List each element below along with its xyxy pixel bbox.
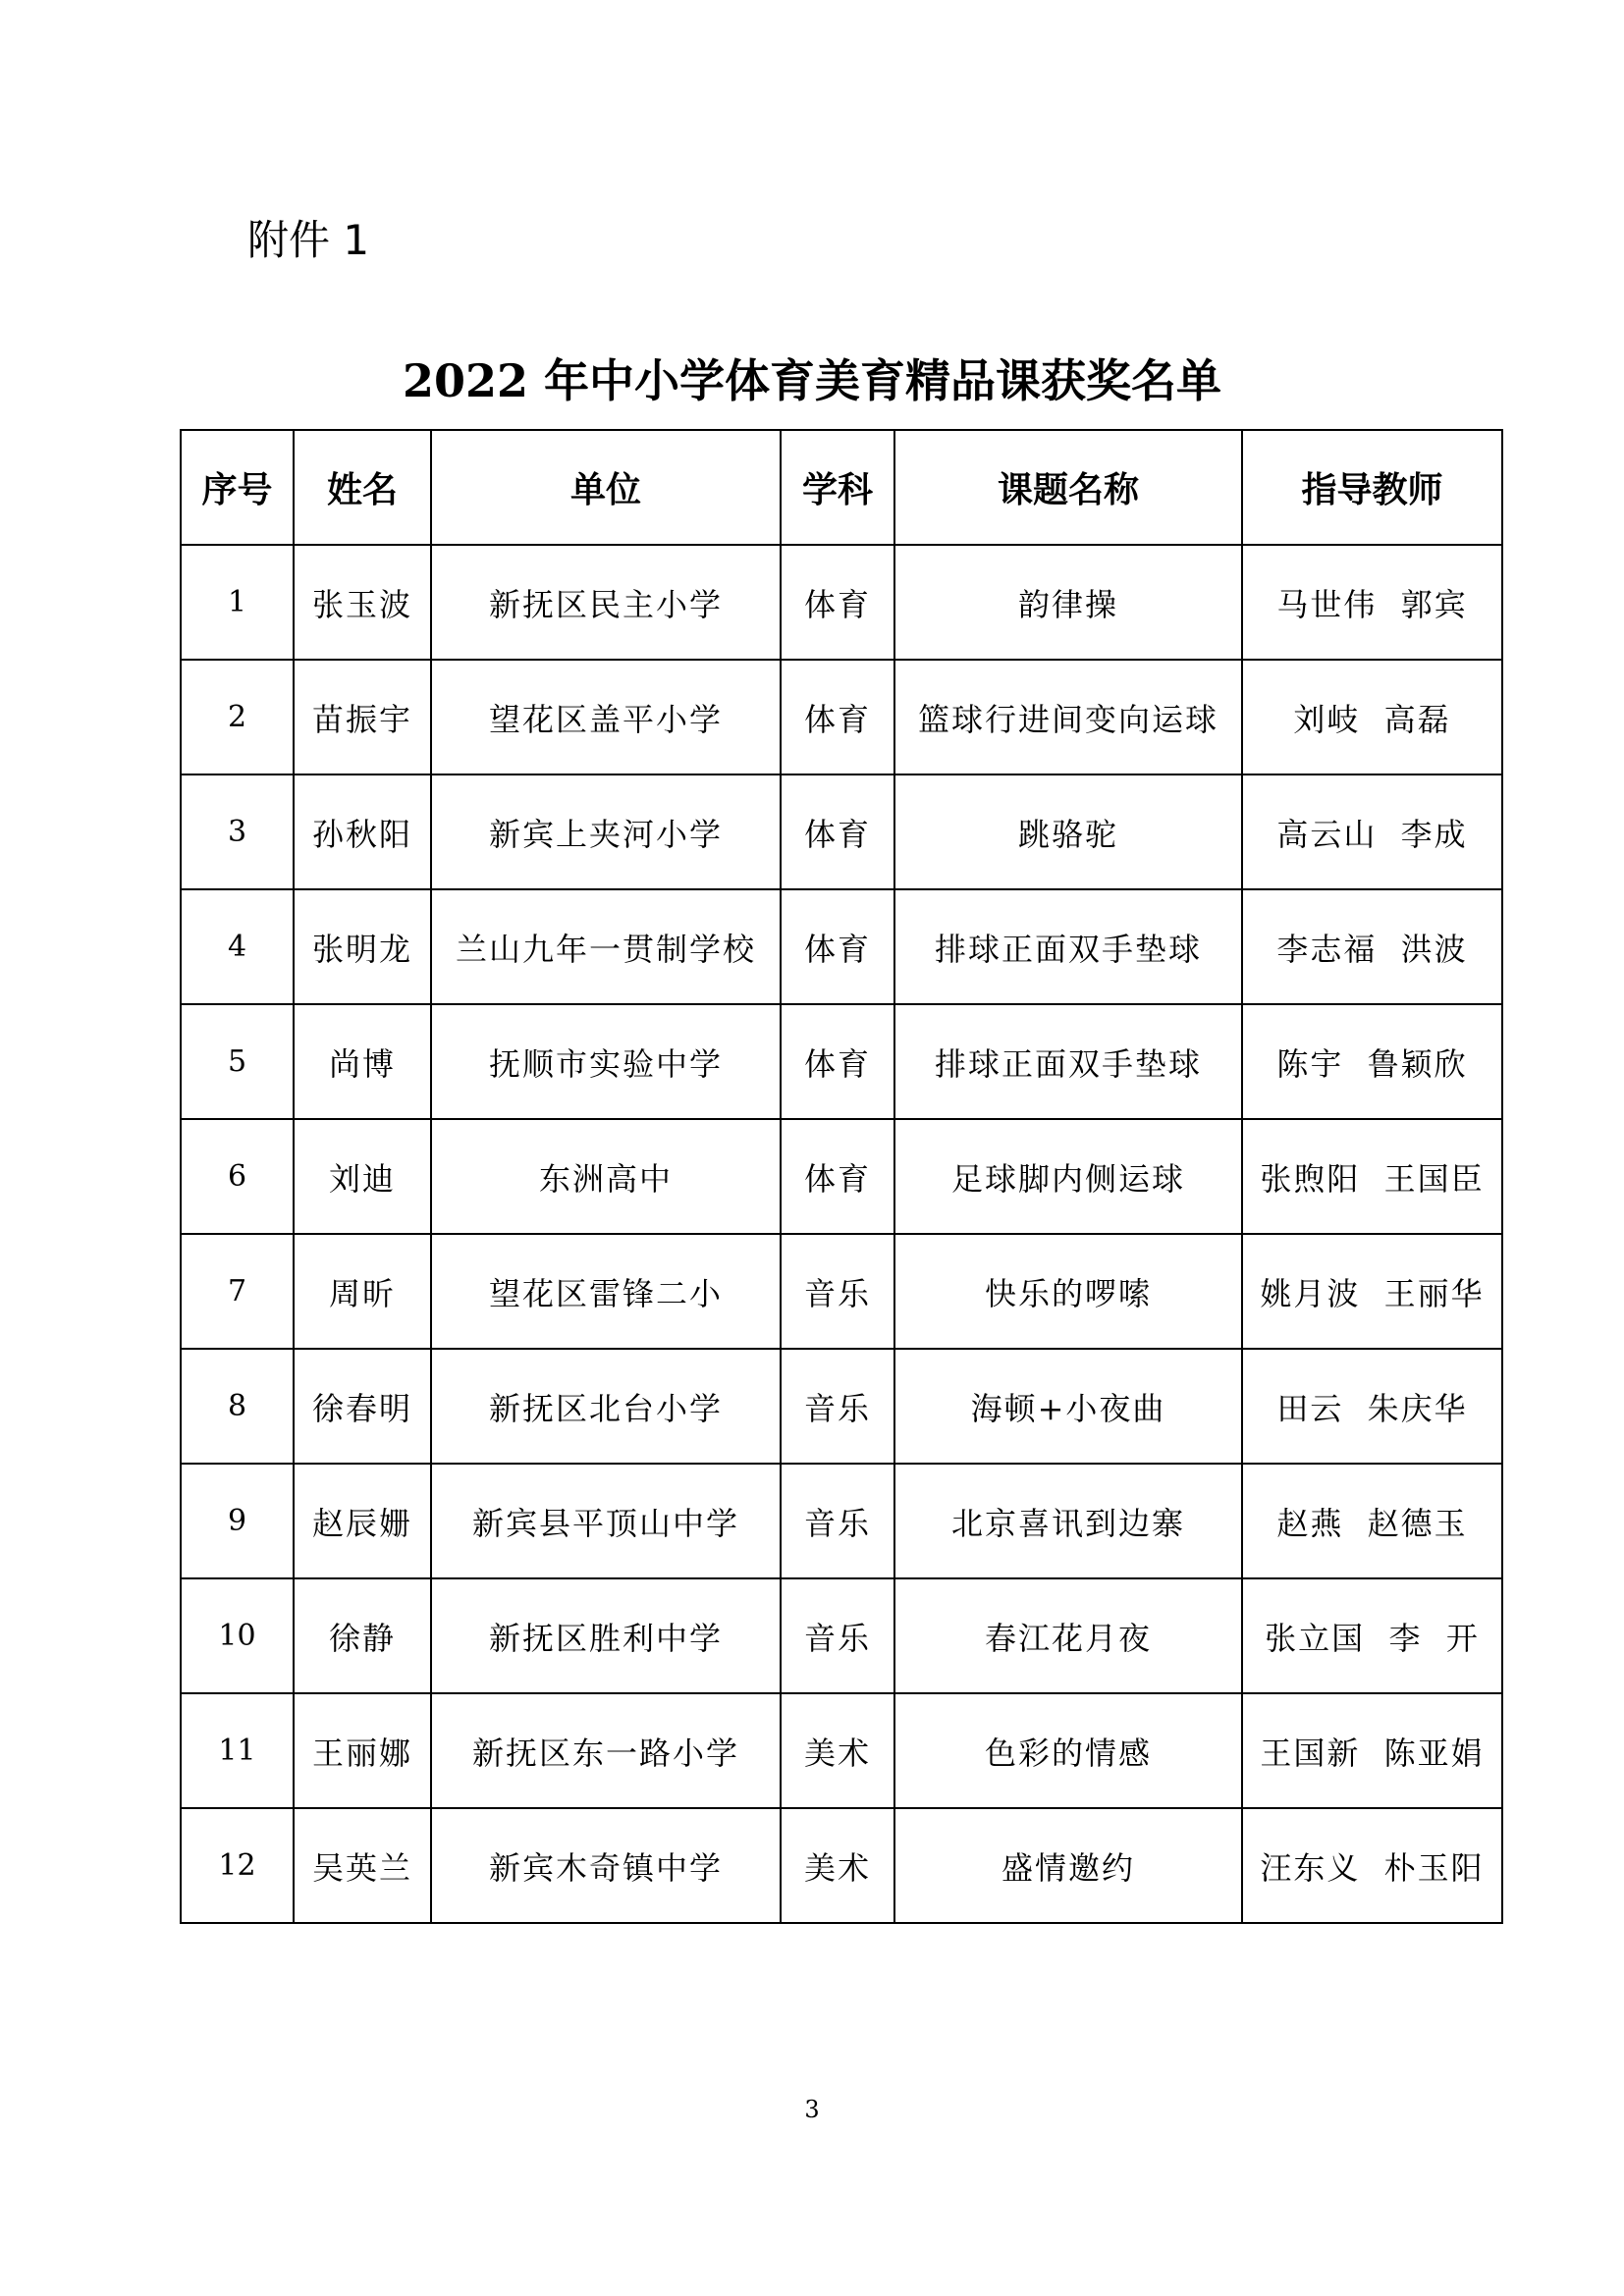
cell-name: 张明龙 [294,889,431,1004]
cell-index: 9 [181,1464,294,1578]
cell-advisors: 刘岐 高磊 [1242,660,1502,774]
table-body [181,545,1502,1923]
cell-index: 4 [181,889,294,1004]
cell-topic: 春江花月夜 [894,1578,1242,1693]
cell-subject: 美术 [781,1808,894,1923]
cell-topic: 盛情邀约 [894,1808,1242,1923]
cell-advisors: 田云 朱庆华 [1242,1349,1502,1464]
cell-advisors: 张煦阳 王国臣 [1242,1119,1502,1234]
page-number: 3 [804,2096,820,2123]
cell-name: 孙秋阳 [294,774,431,889]
cell-index: 12 [181,1808,294,1923]
cell-index: 6 [181,1119,294,1234]
cell-name: 徐静 [294,1578,431,1693]
cell-unit: 新抚区北台小学 [431,1349,781,1464]
table-header [181,430,1502,545]
cell-subject: 体育 [781,1119,894,1234]
table-row [181,1808,1502,1923]
table-row [181,1119,1502,1234]
cell-unit: 兰山九年一贯制学校 [431,889,781,1004]
table-row [181,1693,1502,1808]
table-header-row [181,430,1502,545]
award-list-table [180,429,1503,1924]
cell-subject: 体育 [781,660,894,774]
column-header-topic: 课题名称 [894,430,1242,545]
cell-name: 周昕 [294,1234,431,1349]
cell-advisors: 赵燕 赵德玉 [1242,1464,1502,1578]
cell-advisors: 王国新 陈亚娟 [1242,1693,1502,1808]
cell-unit: 新抚区民主小学 [431,545,781,660]
cell-subject: 体育 [781,889,894,1004]
cell-advisors: 陈宇 鲁颖欣 [1242,1004,1502,1119]
attachment-label: 附件 1 [247,216,370,264]
cell-subject: 音乐 [781,1578,894,1693]
cell-topic: 篮球行进间变向运球 [894,660,1242,774]
cell-topic: 排球正面双手垫球 [894,889,1242,1004]
cell-topic: 快乐的啰嗦 [894,1234,1242,1349]
cell-name: 赵辰姗 [294,1464,431,1578]
cell-subject: 音乐 [781,1234,894,1349]
table-row [181,1349,1502,1464]
cell-subject: 音乐 [781,1349,894,1464]
cell-name: 徐春明 [294,1349,431,1464]
cell-index: 8 [181,1349,294,1464]
cell-topic: 海顿+小夜曲 [894,1349,1242,1464]
cell-index: 10 [181,1578,294,1693]
table-row [181,660,1502,774]
column-header-subject: 学科 [781,430,894,545]
table-row [181,889,1502,1004]
cell-subject: 美术 [781,1693,894,1808]
cell-index: 3 [181,774,294,889]
cell-subject: 音乐 [781,1464,894,1578]
table-row [181,774,1502,889]
cell-name: 刘迪 [294,1119,431,1234]
cell-index: 7 [181,1234,294,1349]
cell-subject: 体育 [781,774,894,889]
cell-index: 2 [181,660,294,774]
table-row [181,545,1502,660]
page-title: 2022 年中小学体育美育精品课获奖名单 [402,354,1222,407]
cell-unit: 望花区雷锋二小 [431,1234,781,1349]
cell-advisors: 汪东义 朴玉阳 [1242,1808,1502,1923]
cell-unit: 抚顺市实验中学 [431,1004,781,1119]
table-row [181,1234,1502,1349]
cell-subject: 体育 [781,545,894,660]
cell-advisors: 李志福 洪波 [1242,889,1502,1004]
cell-unit: 新宾县平顶山中学 [431,1464,781,1578]
cell-name: 张玉波 [294,545,431,660]
cell-name: 苗振宇 [294,660,431,774]
cell-unit: 新抚区胜利中学 [431,1578,781,1693]
cell-index: 11 [181,1693,294,1808]
cell-unit: 新宾上夹河小学 [431,774,781,889]
cell-advisors: 马世伟 郭宾 [1242,545,1502,660]
cell-unit: 望花区盖平小学 [431,660,781,774]
cell-name: 尚博 [294,1004,431,1119]
table-row [181,1464,1502,1578]
cell-topic: 排球正面双手垫球 [894,1004,1242,1119]
cell-topic: 色彩的情感 [894,1693,1242,1808]
cell-index: 5 [181,1004,294,1119]
column-header-advisors: 指导教师 [1242,430,1502,545]
cell-topic: 北京喜讯到边寨 [894,1464,1242,1578]
column-header-unit: 单位 [431,430,781,545]
cell-unit: 东洲高中 [431,1119,781,1234]
cell-unit: 新抚区东一路小学 [431,1693,781,1808]
table-row [181,1578,1502,1693]
cell-index: 1 [181,545,294,660]
cell-advisors: 高云山 李成 [1242,774,1502,889]
cell-name: 王丽娜 [294,1693,431,1808]
cell-name: 吴英兰 [294,1808,431,1923]
cell-unit: 新宾木奇镇中学 [431,1808,781,1923]
column-header-name: 姓名 [294,430,431,545]
cell-topic: 韵律操 [894,545,1242,660]
cell-advisors: 张立国 李 开 [1242,1578,1502,1693]
cell-topic: 跳骆驼 [894,774,1242,889]
cell-subject: 体育 [781,1004,894,1119]
cell-advisors: 姚月波 王丽华 [1242,1234,1502,1349]
column-header-index: 序号 [181,430,294,545]
table-row [181,1004,1502,1119]
cell-topic: 足球脚内侧运球 [894,1119,1242,1234]
